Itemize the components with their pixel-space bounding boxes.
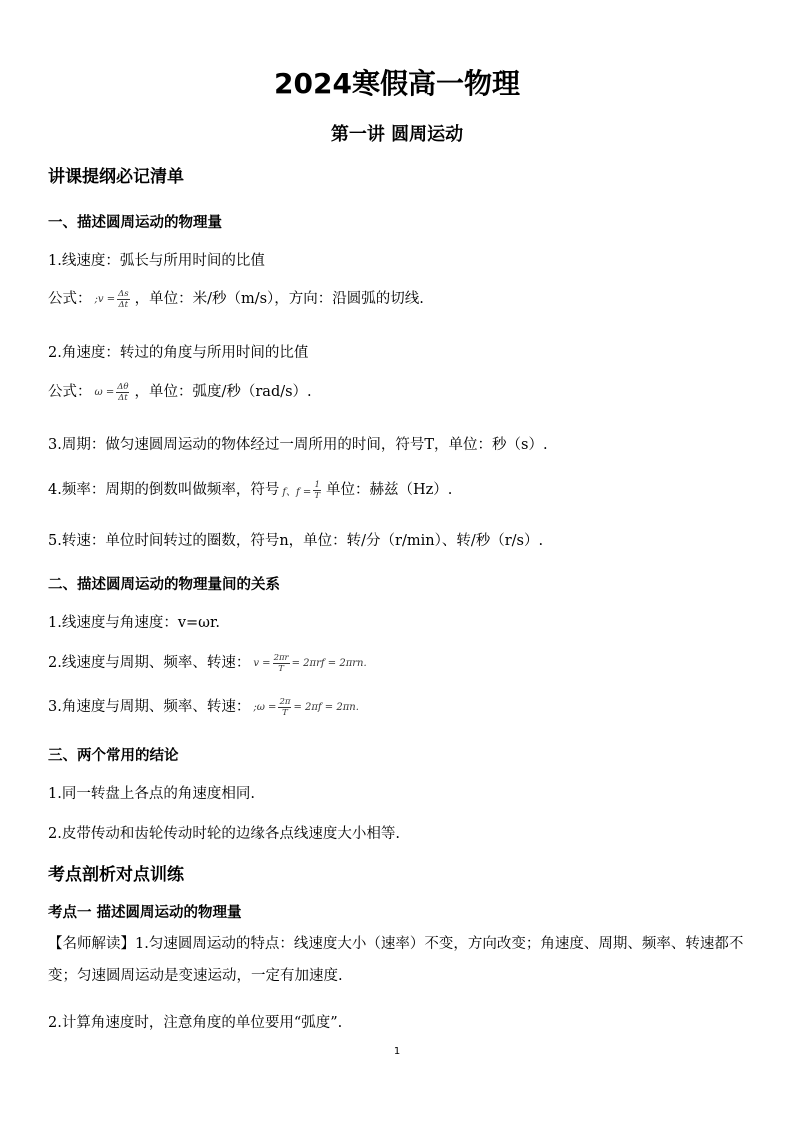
exam-point1-para2: 2.计算角速度时，注意角度的单位要用“弧度”. xyxy=(48,1015,343,1031)
part1-item1: 1.线速度：弧长与所用时间的比值 xyxy=(48,253,265,269)
angular-velocity-relation-formula: ;ω = $\frac{2\pi}{T}$ = 2πf = 2πn. xyxy=(253,696,359,718)
part2-item2: 2.线速度与周期、频率、转速： v = $\frac{2\pi r}{T}$ = 2πrf = 2πrn. xyxy=(48,652,367,674)
formula-prefix: 公式： xyxy=(48,291,92,307)
formula-suffix: ，单位：弧度/秒（rad/s）. xyxy=(134,384,312,400)
part1-item3: 3.周期：做匀速圆周运动的物体经过一周所用的时间，符号T，单位：秒（s）. xyxy=(48,437,548,453)
part3-heading: 三、两个常用的结论 xyxy=(48,748,179,764)
section-heading-outline: 讲课提纲必记清单 xyxy=(48,167,184,187)
formula-prefix: 公式： xyxy=(48,384,92,400)
part2-heading: 二、描述圆周运动的物理量间的关系 xyxy=(48,577,280,593)
frequency-formula: f、f = $\frac{1}{T}$ xyxy=(282,479,320,501)
part3-item1: 1.同一转盘上各点的角速度相同. xyxy=(48,786,255,802)
part3-item2: 2.皮带传动和齿轮传动时轮的边缘各点线速度大小相等. xyxy=(48,826,400,842)
section-heading-exam-points: 考点剖析对点训练 xyxy=(48,865,184,885)
page-number: 1 xyxy=(393,1046,401,1057)
angular-velocity-formula: ω = $\frac{\Delta\theta}{\Delta t}$ xyxy=(94,381,129,403)
part1-item2: 2.角速度：转过的角度与所用时间的比值 xyxy=(48,345,309,361)
linear-velocity-formula: ;v = $\frac{\Delta s}{\Delta t}$ xyxy=(94,288,129,310)
part1-item1-formula xyxy=(48,287,424,310)
part2-item3: 3.角速度与周期、频率、转速： ;ω = $\frac{2\pi}{T}$ = 2πf = 2πn. xyxy=(48,696,359,718)
document-title: 2024寒假高一物理 xyxy=(274,67,520,100)
linear-velocity-relation-formula: v = $\frac{2\pi r}{T}$ = 2πrf = 2πrn. xyxy=(253,652,367,674)
part1-item2-formula xyxy=(48,380,312,403)
part1-item5: 5.转速：单位时间转过的圈数，符号n，单位：转/分（r/min）、转/秒（r/s）. xyxy=(48,533,544,549)
exam-point1-para1: 【名师解读】1.匀速圆周运动的特点：线速度大小（速率）不变，方向改变；角速度、周期、频率、转速都不变；匀速圆周运动是变速运动，一定有加速度. xyxy=(48,936,744,984)
part1-heading: 一、描述圆周运动的物理量 xyxy=(48,215,222,231)
lecture-subtitle: 第一讲 圆周运动 xyxy=(330,124,464,145)
part1-item4: 4.频率：周期的倒数叫做频率，符号 f、f = $\frac{1}{T}$ 单位：赫兹（Hz）. xyxy=(48,479,453,501)
formula-suffix: ，单位：米/秒（m/s），方向：沿圆弧的切线. xyxy=(134,291,424,307)
exam-point1-heading: 考点一 描述圆周运动的物理量 xyxy=(48,905,242,921)
part2-item1: 1.线速度与角速度：v=ωr. xyxy=(48,615,220,631)
